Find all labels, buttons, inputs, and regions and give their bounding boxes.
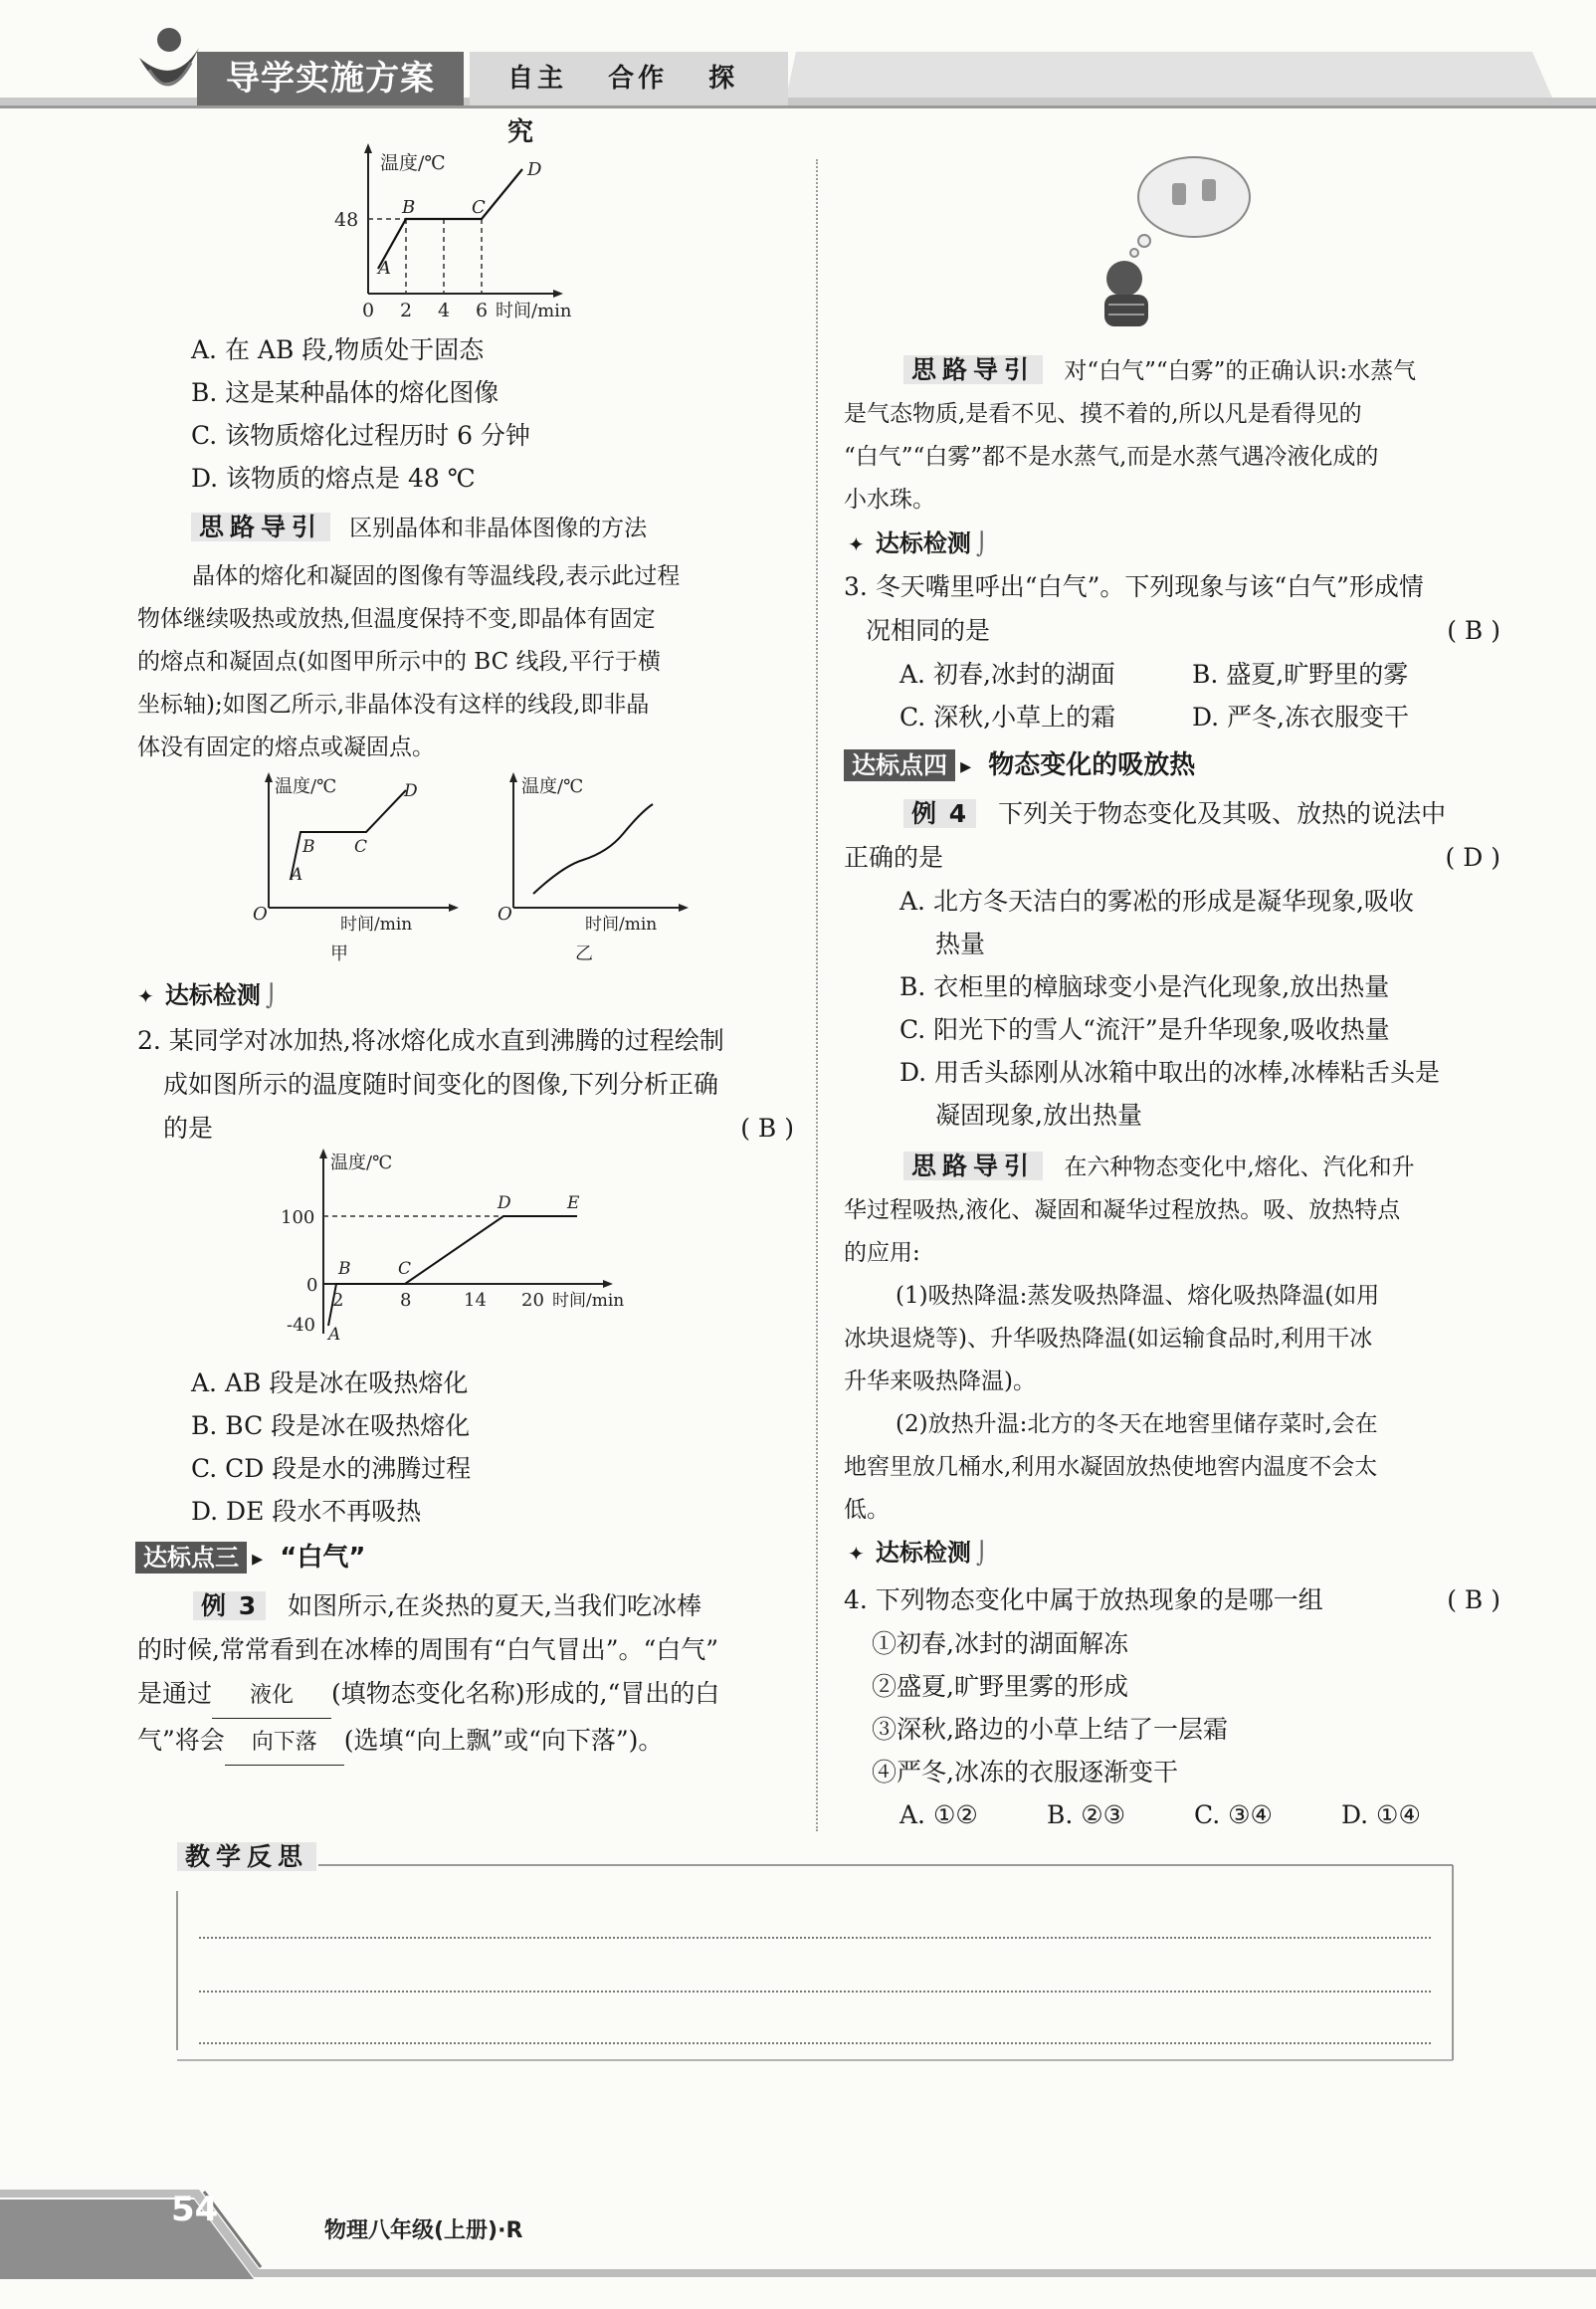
choice-item: D. ①④ <box>1341 1800 1421 1829</box>
guide-line: 坐标轴);如图乙所示,非晶体没有这样的线段,即非晶 <box>137 692 650 718</box>
check-label: 达标检测 <box>875 529 971 557</box>
arrow-icon: ▸ <box>252 1547 264 1572</box>
point-label: C <box>398 1259 412 1279</box>
question-line: 2. 某同学对冰加热,将冰熔化成水直到沸腾的过程绘制 <box>137 1026 724 1055</box>
axis-label-y: 温度/℃ <box>380 152 446 174</box>
answer: ( D ) <box>1445 843 1500 872</box>
option-item: B. 盛夏,旷野里的雾 <box>1192 660 1409 689</box>
guide-line: 地窖里放几桶水,利用水凝固放热使地窖内温度不会太 <box>844 1454 1378 1480</box>
point-label: A <box>378 258 391 279</box>
tick-label-y: 48 <box>334 209 359 231</box>
tick-label-x: 6 <box>476 300 489 321</box>
question-line: 4. 下列物态变化中属于放热现象的是哪一组 <box>844 1585 1323 1614</box>
option-item: D. 用舌头舔刚从冰箱中取出的冰棒,冰棒粘舌头是 <box>899 1058 1440 1087</box>
option-item: D. DE 段水不再吸热 <box>191 1497 422 1526</box>
guide-line: 体没有固定的熔点或凝固点。 <box>137 735 435 760</box>
point-label: B <box>338 1259 351 1279</box>
example-text: 是通过 <box>137 1679 213 1708</box>
check-heading <box>137 975 277 1010</box>
option-item: C. 该物质熔化过程历时 6 分钟 <box>191 421 530 450</box>
header-subtitle <box>470 52 788 147</box>
point-label: D <box>527 159 542 180</box>
option-item: C. CD 段是水的沸腾过程 <box>191 1454 472 1483</box>
point-label: A <box>291 865 303 885</box>
list-item: ③深秋,路边的小草上结了一层霜 <box>872 1715 1228 1744</box>
tick-label-x: 8 <box>400 1290 412 1311</box>
point-label: D <box>498 1193 511 1213</box>
guide-label: 思路导引 <box>191 513 330 541</box>
tick-label-y: -40 <box>287 1315 315 1336</box>
axis-label-x: 时间/min <box>496 301 572 321</box>
guide2 <box>844 348 1500 522</box>
arrow-icon: ▸ <box>960 754 972 779</box>
answer: ( B ) <box>1447 1585 1500 1614</box>
answer: ( B ) <box>740 1114 794 1143</box>
guide-line: 低。 <box>844 1497 890 1523</box>
point-label: B <box>302 837 315 857</box>
origin-label: O <box>253 904 268 925</box>
axis-label-x: 时间/min <box>340 915 413 935</box>
reflection-box <box>169 1851 1463 2070</box>
guide1-heading <box>191 508 798 550</box>
point-label: B <box>402 197 416 218</box>
guide-line: 的熔点和凝固点(如图甲所示中的 BC 线段,平行于横 <box>137 649 661 675</box>
example-text: (填物态变化名称)形成的,“冒出的白 <box>331 1679 720 1708</box>
ex4 <box>844 792 1500 1137</box>
example-line: 下列关于物态变化及其吸、放热的说法中 <box>998 799 1447 828</box>
q2 <box>137 1019 794 1151</box>
option-item: A. 在 AB 段,物质处于固态 <box>191 335 485 364</box>
header-sub-item: 自主 <box>507 64 568 94</box>
column-divider <box>816 159 818 1831</box>
q2-options <box>191 1362 788 1533</box>
origin-label: O <box>498 904 512 925</box>
guide1-body <box>137 555 789 769</box>
tick-label-x: 2 <box>400 300 413 321</box>
section-title: “白气” <box>280 1543 366 1573</box>
graph-yi <box>494 768 693 967</box>
section3-heading <box>135 1537 365 1574</box>
example-text: 气”将会 <box>137 1726 225 1755</box>
tick-label-x: 14 <box>464 1290 487 1311</box>
section4-heading <box>844 744 1195 781</box>
option-item: B. 衣柜里的樟脑球变小是汽化现象,放出热量 <box>899 972 1390 1001</box>
point-label: C <box>354 837 368 857</box>
bracket-icon: ⌡ <box>975 532 988 557</box>
reflection-line[interactable] <box>199 2042 1431 2044</box>
axis-label-y: 温度/℃ <box>275 776 337 797</box>
option-item: A. 初春,冰封的湖面 <box>899 660 1115 689</box>
guide-line: 华过程吸热,液化、凝固和凝华过程放热。吸、放热特点 <box>844 1197 1401 1223</box>
list-item: ②盛夏,旷野里雾的形成 <box>872 1672 1128 1701</box>
guide-line: 的应用: <box>844 1240 920 1266</box>
page-header <box>0 0 1596 147</box>
list-item: ①初春,冰封的湖面解冻 <box>872 1629 1128 1658</box>
axis-label-x: 时间/min <box>552 1291 625 1311</box>
choice-item: A. ①② <box>899 1800 978 1829</box>
example-label: 例 4 <box>903 799 976 828</box>
thinking-boy-illustration <box>1085 149 1264 328</box>
example-text: (选填“向上飘”或“向下落”)。 <box>343 1726 664 1755</box>
guide-line: 晶体的熔化和凝固的图像有等温线段,表示此过程 <box>192 563 681 589</box>
section-box: 达标点四 <box>844 749 955 781</box>
reflection-label: 教学反思 <box>177 1842 316 1871</box>
option-item: A. 北方冬天洁白的雾凇的形成是凝华现象,吸收 <box>899 887 1414 916</box>
header-title: 导学实施方案 <box>197 52 464 105</box>
option-item: C. 深秋,小草上的霜 <box>899 703 1116 732</box>
point-label: C <box>472 197 486 218</box>
option-item: D. 严冬,冻衣服变干 <box>1192 703 1409 732</box>
axis-label-y: 温度/℃ <box>521 776 584 797</box>
tick-label-x: 4 <box>438 300 451 321</box>
tick-label-x: 2 <box>332 1290 344 1311</box>
option-item: C. 阳光下的雪人“流汗”是升华现象,吸收热量 <box>899 1015 1390 1044</box>
graph-melting-48 <box>328 139 627 328</box>
example-label: 例 3 <box>193 1591 266 1620</box>
guide-line: 是气态物质,是看不见、摸不着的,所以凡是看得见的 <box>844 401 1362 427</box>
tick-label-x: 0 <box>362 300 375 321</box>
guide-line: 升华来吸热降温)。 <box>844 1368 1036 1394</box>
guide3 <box>844 1145 1500 1532</box>
tick-label-y: 100 <box>281 1207 315 1228</box>
example-line: 的时候,常常看到在冰棒的周围有“白气冒出”。“白气” <box>137 1635 719 1664</box>
star-icon: ✦ <box>137 984 154 1008</box>
guide-line: (2)放热升温:北方的冬天在地窖里储存菜时,会在 <box>896 1411 1378 1437</box>
graph-ice-heating <box>279 1145 657 1344</box>
tick-label-y: 0 <box>306 1275 318 1296</box>
q1-options <box>191 328 788 500</box>
choice-item: B. ②③ <box>1047 1800 1126 1829</box>
option-item: B. 这是某种晶体的熔化图像 <box>191 378 499 407</box>
guide-line: 物体继续吸热或放热,但温度保持不变,即晶体有固定 <box>137 606 656 632</box>
answer: ( B ) <box>1447 616 1500 645</box>
star-icon: ✦ <box>848 532 865 556</box>
reflection-line[interactable] <box>199 1991 1431 1993</box>
bracket-icon: ⌡ <box>975 1542 988 1567</box>
bracket-icon: ⌡ <box>265 984 278 1009</box>
tick-label-x: 20 <box>521 1290 544 1311</box>
book-title: 物理八年级(上册)·R <box>324 2218 523 2243</box>
check-heading <box>848 1533 987 1568</box>
reflection-line[interactable] <box>199 1937 1431 1939</box>
option-item: 凝固现象,放出热量 <box>935 1101 1142 1130</box>
fill-blank: 液化 <box>212 1674 331 1719</box>
point-label: E <box>567 1193 580 1213</box>
fill-blank: 向下落 <box>225 1721 344 1766</box>
guide-line: 在六种物态变化中,熔化、汽化和升 <box>1064 1154 1415 1180</box>
graph-jia <box>249 768 468 967</box>
option-item: B. BC 段是冰在吸热熔化 <box>191 1411 471 1440</box>
axis-label-y: 温度/℃ <box>330 1153 393 1173</box>
footer-decoration <box>0 2160 1596 2309</box>
axis-label-x: 时间/min <box>585 915 658 935</box>
ex3 <box>137 1584 794 1766</box>
question-line: 的是 <box>163 1114 214 1143</box>
graph-caption: 乙 <box>575 944 593 964</box>
point-label: D <box>404 781 418 801</box>
section-box: 达标点三 <box>135 1542 247 1574</box>
check-label: 达标检测 <box>875 1539 971 1567</box>
graph-caption: 甲 <box>330 944 348 964</box>
guide-label: 思路导引 <box>903 355 1043 384</box>
option-item: A. AB 段是冰在吸热熔化 <box>191 1368 469 1397</box>
question-line: 3. 冬天嘴里呼出“白气”。下列现象与该“白气”形成情 <box>844 572 1424 601</box>
example-line: 如图所示,在炎热的夏天,当我们吃冰棒 <box>288 1591 701 1620</box>
guide-title: 区别晶体和非晶体图像的方法 <box>349 516 648 541</box>
option-item: D. 该物质的熔点是 48 ℃ <box>191 464 476 493</box>
point-label: A <box>328 1325 341 1344</box>
guide-line: (1)吸热降温:蒸发吸热降温、熔化吸热降温(如用 <box>896 1283 1380 1309</box>
section-title: 物态变化的吸放热 <box>988 750 1196 780</box>
header-sub-item: 合作 <box>608 64 669 94</box>
guide-line: 对“白气”“白雾”的正确认识:水蒸气 <box>1064 358 1417 384</box>
guide-line: 小水珠。 <box>844 487 935 513</box>
check-heading <box>848 524 987 558</box>
check-label: 达标检测 <box>164 981 261 1009</box>
choice-item: C. ③④ <box>1194 1800 1273 1829</box>
guide-line: 冰块退烧等)、升华吸热降温(如运输食品时,利用干冰 <box>844 1326 1373 1352</box>
guide-line: “白气”“白雾”都不是水蒸气,而是水蒸气遇冷液化成的 <box>844 444 1379 470</box>
page-number: 54 <box>171 2190 219 2229</box>
list-item: ④严冬,冰冻的衣服逐渐变干 <box>872 1758 1178 1786</box>
example-line: 正确的是 <box>844 843 944 872</box>
q3 <box>844 565 1500 738</box>
header-sub-item: 探究 <box>507 64 739 147</box>
question-line: 成如图所示的温度随时间变化的图像,下列分析正确 <box>163 1070 718 1099</box>
option-item: 热量 <box>935 930 986 958</box>
q4 <box>844 1578 1500 1836</box>
star-icon: ✦ <box>848 1542 865 1566</box>
question-line: 况相同的是 <box>866 616 991 645</box>
guide-label: 思路导引 <box>903 1152 1043 1180</box>
